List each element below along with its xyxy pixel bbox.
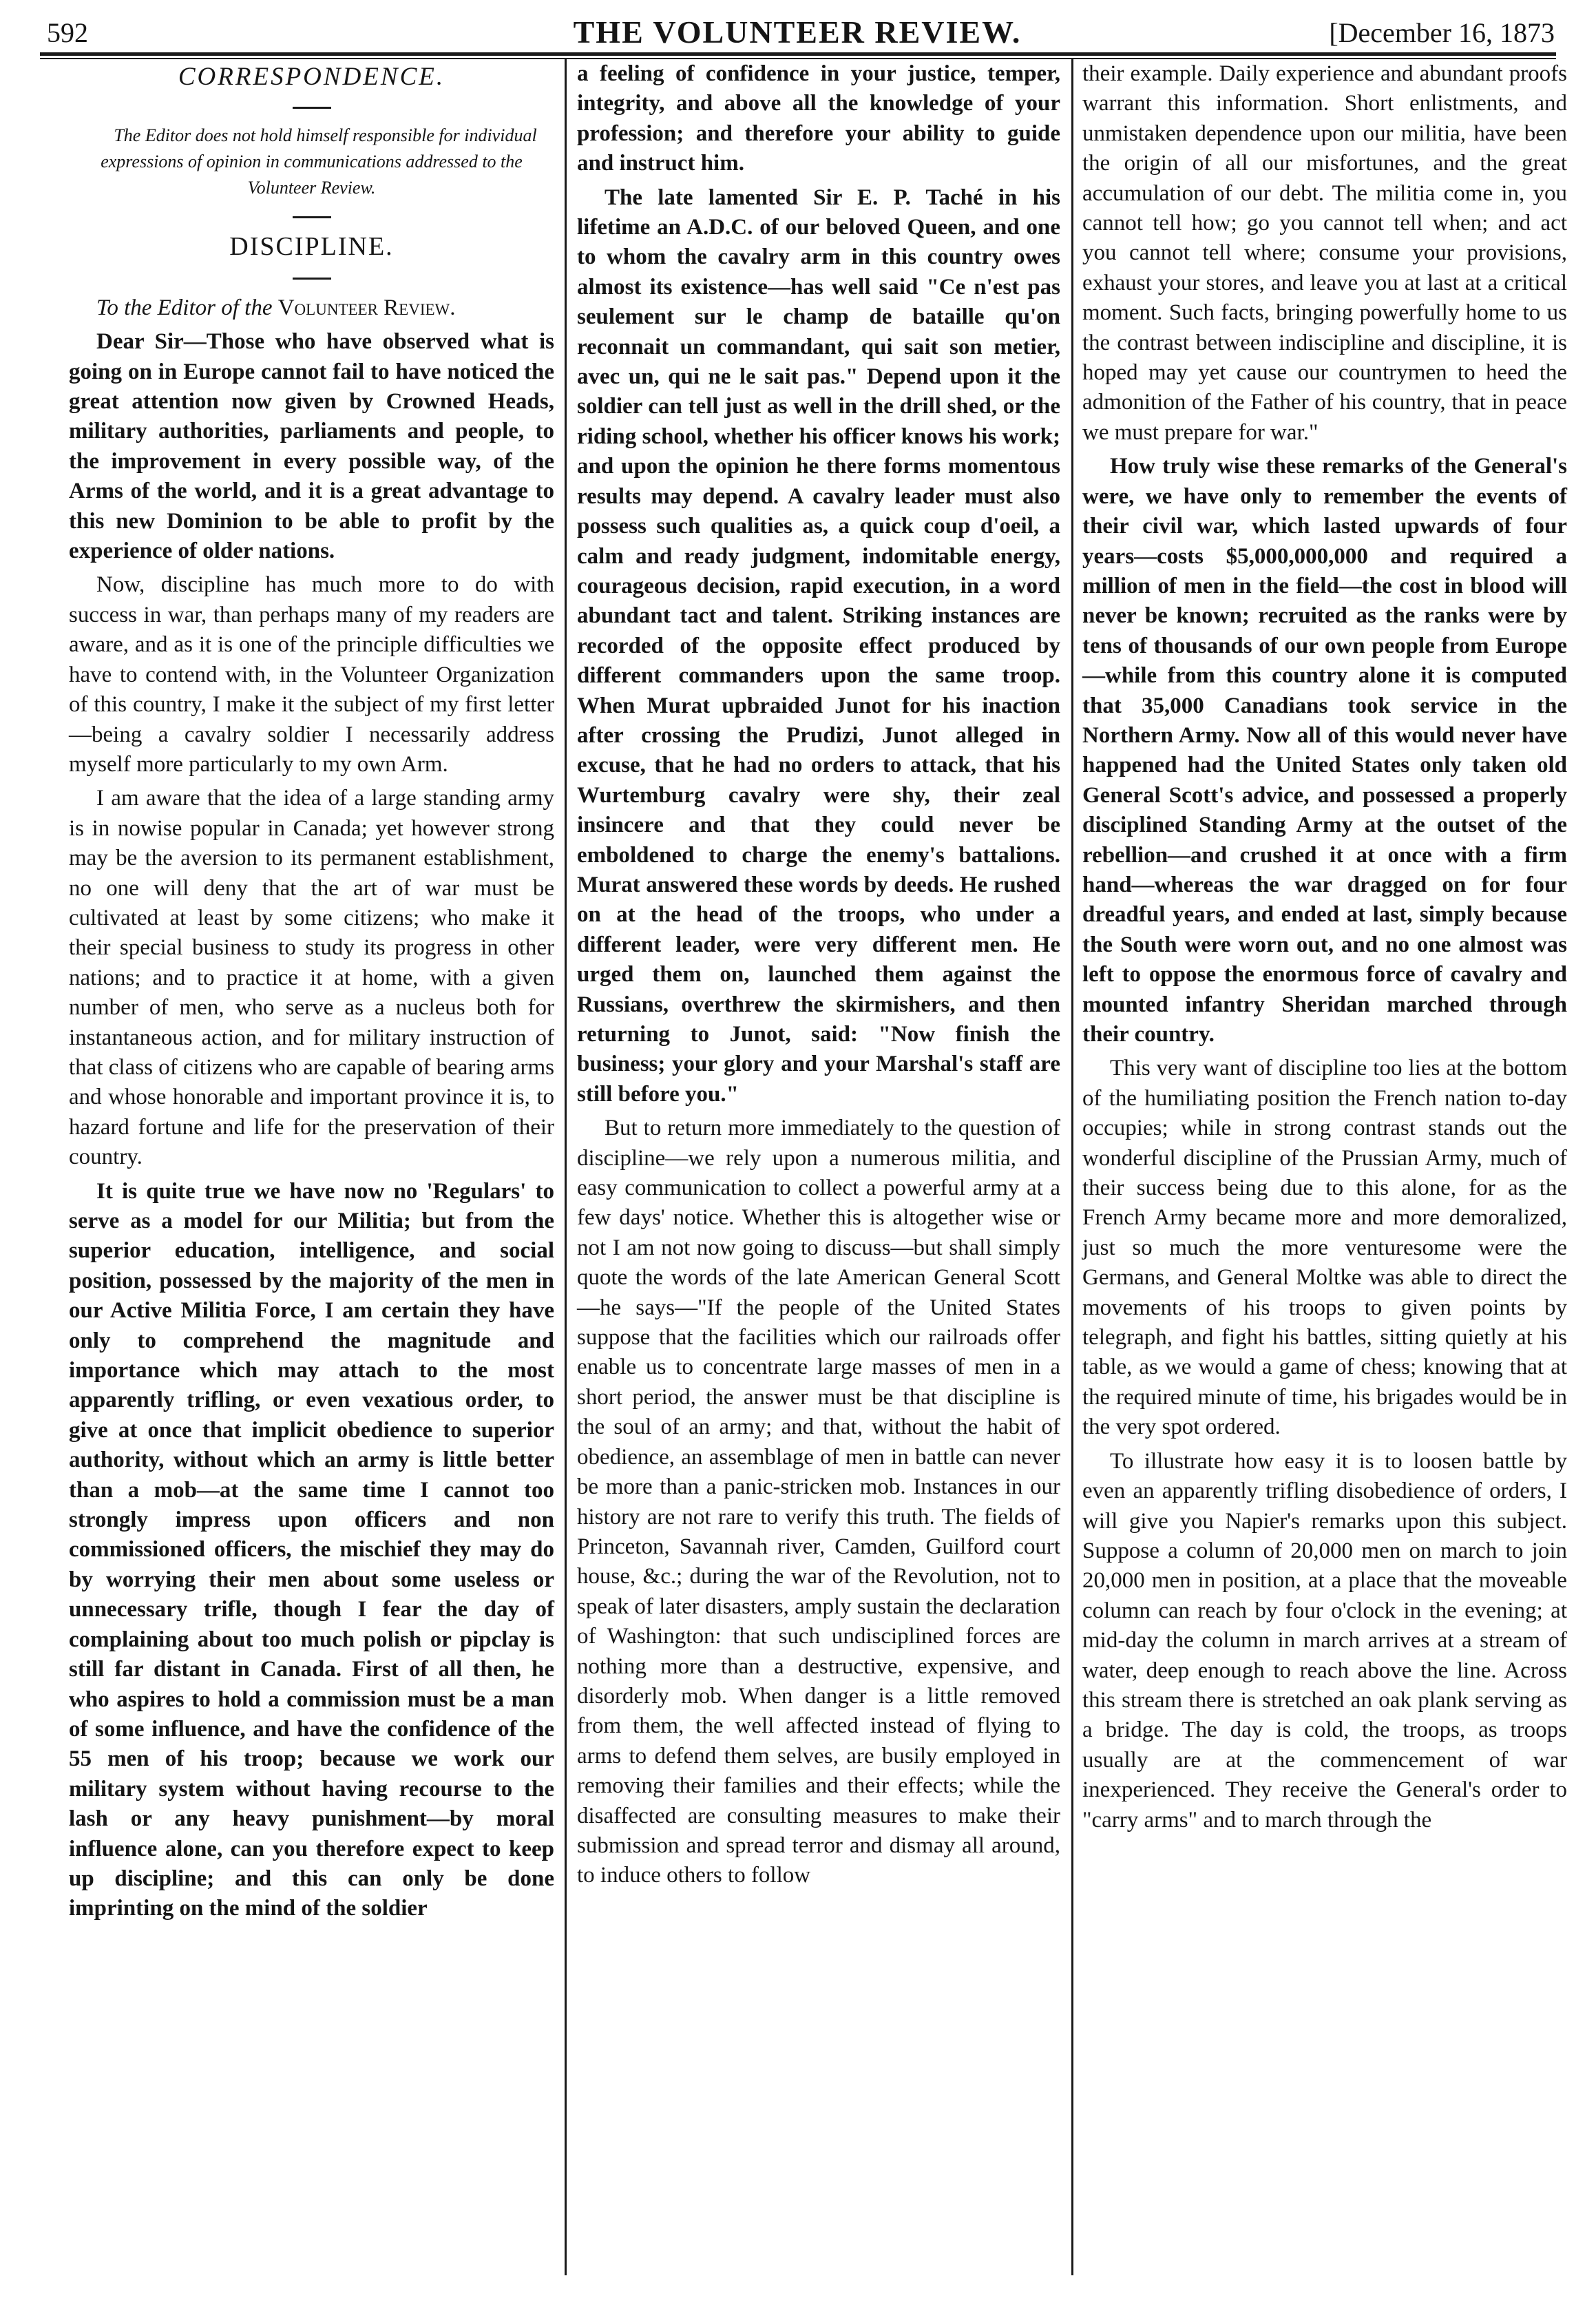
editor-disclaimer: The Editor does not hold himself responsible for individual expressions of opinion in communications addressed to the Volunteer Review. — [101, 125, 537, 198]
article-paragraph: But to return more immediately to the question of discipline—we rely upon a numerous militia, and easy communication to collect a powerful army at a few days' notice. Whether this is altogether wise or not I am not now going to discuss—but shall simply quote the words of the late American General Scott—he says—"If the people of the United States suppose that the facilities which our railroads offer enable us to concentrate large masses of men in a short period, the answer must be that discipline is the soul of an army; and that, without the habit of obedience, an assemblage of men in battle can never be more than a panic-stricken mob. Instances in our history are not rare to verify this truth. The fields of Princeton, Savannah river, Camden, Guilford court house, &c.; during the war of the Revolution, not to speak of later disasters, amply sustain the declaration of Washington: that such undisciplined forces are nothing more than a destructive, expensive, and disorderly mob. When danger is a little removed from them, the well affected instead of flying to arms to defend them selves, are busily employed in removing their families and their effects; while the disaffected are consulting measures to make their submission and spread terror and dismay all around, to induce others to follow — [577, 1116, 1060, 1888]
issue-date: [December 16, 1873 — [1329, 17, 1555, 48]
masthead — [40, 10, 1555, 50]
disclaimer-rule — [293, 216, 331, 218]
article-paragraph: their example. Daily experience and abundant proofs warrant this information. Short enlistments, and unmistaken dependence upon our militia, have been the origin of all our misfortunes, and the great accumulation of our debt. The militia come in, you cannot tell how; go you cannot tell when; and act you cannot tell where; consume your provisions, exhaust your stores, and leave you at last at a critical moment. Such facts, bringing powerfully home to us the contrast between indiscipline and discipline, it is hoped may yet cause our countrymen to heed the admonition of the Father of his country, that in peace we must prepare for war." — [1082, 61, 1567, 445]
title-rule — [293, 278, 331, 280]
column-divider-left — [565, 59, 567, 2275]
column-2 — [577, 59, 1060, 1895]
article-paragraph: I am aware that the idea of a large standing army is in nowise popular in Canada; yet however strong may be the aversion to its permanent establishment, no one will deny that the art of war must be cultivated at least by some citizens; who make it their special business to study its progress in other nations; and to practice it at home, with a given number of men, who serve as a nucleus both for instantaneous action, and for military instruction of that class of citizens who are capable of bearing arms and whose honorable and important province it is, to hazard fortune and life for the preservation of their country. — [69, 786, 554, 1170]
article-paragraph: To illustrate how easy it is to loosen battle by even an apparently trifling disobedience of orders, I will give you Napier's remarks upon this subject. Suppose a column of 20,000 men on march to join 20,000 men in position, at a place that the moveable column can reach by four o'clock in the evening; at mid-day the column in march arrives at a stream of water, deep enough to reach above the line. Across this stream there is stretched an oak plank serving as a bridge. The day is cold, the troops, as troops usually are at the commencement of war inexperienced. They receive the General's order to "carry arms" and to march through the — [1082, 1448, 1567, 1833]
article-paragraph: It is quite true we have now no 'Regulars' to serve as a model for our Militia; but from the superior education, intelligence, and social position, possessed by the majority of the men in our Active Militia Force, I am certain they have only to comprehend the magnitude and importance which may attach to the most apparently trifling, or even vexatious order, to give at once that implicit obedience to superior authority, without which an army is little better than a mob—at the same time I cannot too strongly impress upon officers and non commissioned officers, the mischief they may do by worrying their men about some useless or unnecessary trifle, though I fear the day of complaining about too much polish or pipclay is still far distant in Canada. First of all then, he who aspires to hold a commission must be a man of some influence, and have the confidence of the 55 men of his troop; because we work our military system without having recourse to the lash or any heavy punishment—by moral influence alone, can you therefore expect to keep up discipline; and this can only be done imprinting on the mind of the soldier — [69, 1178, 554, 1921]
article-paragraph: How truly wise these remarks of the General's were, we have only to remember the events of their civil war, which lasted upwards of four years—costs $5,000,000,000 and required a million of men in the field—the cost in blood will never be known; recruited as the ranks were by tens of thousands of our own people from Europe—while from this country alone it is computed that 35,000 Canadians took service in the Northern Army. Now all of this would never have happened had the United States only taken old General Scott's advice, and possessed a properly disciplined Standing Army at the outset of the rebellion—and crushed it at once with a firm hand—whereas the war dragged on for four dreadful years, and ended at last, simply because the South were worn out, and no one almost was left to oppose the enormous force of cavalry and mounted infantry Sheridan marched through their country. — [1082, 454, 1567, 1047]
section-heading: CORRESPONDENCE. — [178, 63, 445, 91]
column-1 — [69, 59, 554, 1928]
salutation — [69, 293, 554, 323]
salutation-text: To the Editor of the — [96, 295, 273, 320]
article-paragraph: This very want of discipline too lies at the bottom of the humiliating position the French nation to-day occupies; while in strong contrast stands out the wonderful discipline of the Prussian Army, much of their success being due to this alone, for as the French Army became more and more demoralized, just so much the more venturesome were the Germans, and General Moltke was able to direct the movements of his troops to given points by telegraph, and fight his battles, sitting quietly at his table, as we would a game of chess; knowing that at the required minute of time, his brigades would be in the very spot ordered. — [1082, 1056, 1567, 1440]
article-paragraph: Dear Sir—Those who have observed what is going on in Europe cannot fail to have noticed the great attention now given by Crowned Heads, military authorities, parliaments and people, to the improvement in every possible way, of the Arms of the world, and it is a great advantage to this new Dominion to be able to profit by the experience of older nations. — [69, 329, 554, 564]
article-paragraph: The late lamented Sir E. P. Taché in his lifetime an A.D.C. of our beloved Queen, and one to whom the cavalry arm in this country owes almost its existence—has well said "Ce n'est pas seulement sur le champ de bataille qu'on reconnait un commandant, qui sait son metier, avec un, qui ne le sait pas." Depend upon it the soldier can tell just as well in the drill shed, or the riding school, whether his officer knows his work; and upon the opinion he there forms momentous results may depend. A cavalry leader must also possess such qualities as, a quick coup d'oeil, a calm and ready judgment, indomitable energy, courageous decision, rapid execution, in a word abundant tact and talent. Striking instances are recorded of the opposite effect produced by different commanders upon the same troop. When Murat upbraided Junot for his inaction after crossing the Prudizi, Junot alleged in excuse, that he had no orders to attack, that his Wurtemburg cavalry were shy, their zeal insincere and that they could never be emboldened to charge the enemy's battalions. Murat answered these words by deeds. He rushed on at the head of the troops, who under a different leader, were very different men. He urged them on, launched them against the Russians, overthrew the skirmishers, and then returning to Junot, said: "Now finish the business; your glory and your Marshal's staff are still before you." — [577, 185, 1060, 1107]
salutation-publication: Volunteer Review. — [277, 295, 456, 320]
article-paragraph: Now, discipline has much more to do with success in war, than perhaps many of my readers are aware, and as it is one of the principle difficulties we have to contend with, in the Volunteer Organization of this country, I make it the subject of my first letter—being a cavalry soldier I necessarily address myself more particularly to my own Arm. — [69, 572, 554, 777]
newspaper-title: THE VOLUNTEER REVIEW. — [573, 14, 1022, 50]
masthead-rule-thick — [40, 52, 1556, 56]
article-paragraph: a feeling of confidence in your justice, temper, integrity, and above all the knowledge of your profession; and therefore your ability to guide and instruct him. — [577, 61, 1060, 176]
heading-rule — [293, 107, 331, 109]
article-title: DISCIPLINE. — [229, 232, 394, 262]
column-3 — [1082, 59, 1567, 1839]
column-divider-right — [1071, 59, 1073, 2275]
page-number: 592 — [47, 17, 88, 48]
